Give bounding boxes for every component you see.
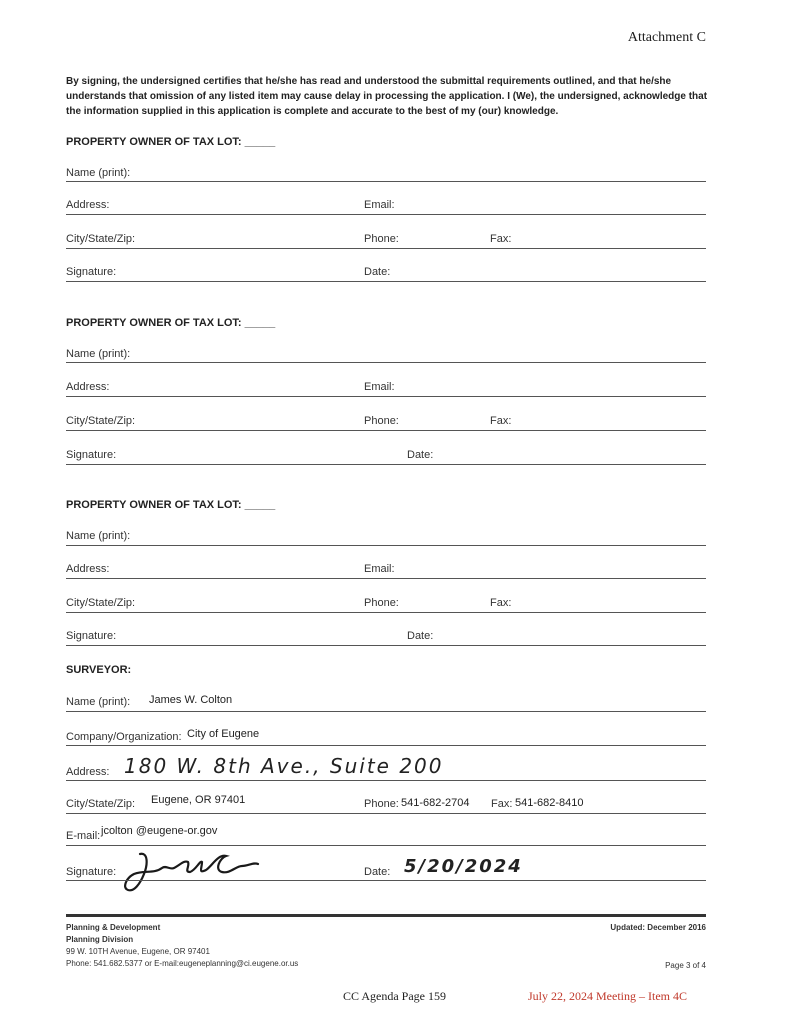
name-label-3: Name (print): — [66, 530, 131, 542]
address-line-1[interactable] — [66, 214, 706, 215]
fax-label-1: Fax: — [490, 233, 512, 245]
surveyor-email-label: E-mail: — [66, 830, 101, 842]
signature-line-1[interactable] — [66, 281, 706, 282]
surveyor-heading: SURVEYOR: — [66, 664, 132, 676]
surveyor-name-label: Name (print): — [66, 696, 131, 708]
footer-dept: Planning & Development — [66, 923, 161, 932]
name-line-2[interactable] — [66, 362, 706, 363]
surveyor-address-handwritten: 180 W. 8th Ave., Suite 200 — [124, 754, 444, 778]
city-label-1: City/State/Zip: — [66, 233, 136, 245]
surveyor-phone-label: Phone: — [364, 798, 399, 810]
surveyor-fax-value: 541-682-8410 — [515, 797, 584, 809]
company-value: City of Eugene — [187, 728, 260, 740]
agenda-page: CC Agenda Page 159 — [343, 989, 446, 1003]
footer-updated: Updated: December 2016 — [610, 923, 706, 932]
address-label-1: Address: — [66, 199, 110, 211]
footer-address: 99 W. 10TH Avenue, Eugene, OR 97401 — [66, 947, 210, 956]
city-line-3[interactable] — [66, 612, 706, 613]
date-label-1: Date: — [364, 266, 391, 278]
surveyor-email-value: jcolton @eugene-or.gov — [101, 825, 218, 837]
signature-line-3[interactable] — [66, 645, 706, 646]
fax-label-3: Fax: — [490, 597, 512, 609]
surveyor-city-label: City/State/Zip: — [66, 798, 136, 810]
surveyor-date-handwritten: 5/20/2024 — [404, 856, 523, 877]
owner-heading-2: PROPERTY OWNER OF TAX LOT: _____ — [66, 317, 276, 329]
date-label-3: Date: — [407, 630, 434, 642]
company-line[interactable] — [66, 745, 706, 746]
fax-label-2: Fax: — [490, 415, 512, 427]
city-label-2: City/State/Zip: — [66, 415, 136, 427]
footer-contact: Phone: 541.682.5377 or E-mail:eugeneplanning@ci.eugene.or.us — [66, 959, 299, 968]
signature-label-1: Signature: — [66, 266, 117, 278]
phone-label-2: Phone: — [364, 415, 399, 427]
surveyor-city-value: Eugene, OR 97401 — [151, 794, 246, 806]
phone-label-3: Phone: — [364, 597, 399, 609]
surveyor-signature-label: Signature: — [66, 866, 117, 878]
signature-line-2[interactable] — [66, 464, 706, 465]
footer-page: Page 3 of 4 — [665, 961, 706, 970]
footer-rule — [66, 914, 706, 917]
company-label: Company/Organization: — [66, 731, 182, 743]
surveyor-address-line[interactable] — [66, 780, 706, 781]
surveyor-address-label: Address: — [66, 766, 110, 778]
surveyor-name-line[interactable] — [66, 711, 706, 712]
city-line-2[interactable] — [66, 430, 706, 431]
signature-label-2: Signature: — [66, 449, 117, 461]
email-label-1: Email: — [364, 199, 395, 211]
footer-division: Planning Division — [66, 935, 134, 944]
owner-heading-3: PROPERTY OWNER OF TAX LOT: _____ — [66, 499, 276, 511]
meeting-item: July 22, 2024 Meeting – Item 4C — [528, 989, 687, 1003]
owner-heading-1: PROPERTY OWNER OF TAX LOT: _____ — [66, 136, 276, 148]
name-line-1[interactable] — [66, 181, 706, 182]
city-label-3: City/State/Zip: — [66, 597, 136, 609]
name-label-1: Name (print): — [66, 167, 131, 179]
address-line-2[interactable] — [66, 396, 706, 397]
surveyor-name-value: James W. Colton — [149, 694, 233, 706]
email-label-2: Email: — [364, 381, 395, 393]
phone-label-1: Phone: — [364, 233, 399, 245]
surveyor-email-line[interactable] — [66, 845, 706, 846]
address-line-3[interactable] — [66, 578, 706, 579]
handwritten-signature — [118, 848, 278, 896]
name-label-2: Name (print): — [66, 348, 131, 360]
surveyor-city-line[interactable] — [66, 813, 706, 814]
surveyor-signature-line[interactable] — [66, 880, 706, 881]
name-line-3[interactable] — [66, 545, 706, 546]
surveyor-fax-label: Fax: — [491, 798, 513, 810]
signature-label-3: Signature: — [66, 630, 117, 642]
surveyor-date-label: Date: — [364, 866, 391, 878]
city-line-1[interactable] — [66, 248, 706, 249]
certification-statement: By signing, the undersigned certifies that he/she has read and understood the submittal requirements outlined, and that he/she understands that omission of any listed item may cause delay in processing the application. I (We), the undersigned, acknowledge that the information supplied in this application is complete and accurate to the best of my (our) knowledge. — [66, 76, 708, 117]
email-label-3: Email: — [364, 563, 395, 575]
surveyor-phone-value: 541-682-2704 — [401, 797, 470, 809]
date-label-2: Date: — [407, 449, 434, 461]
address-label-2: Address: — [66, 381, 110, 393]
attachment-label: Attachment C — [627, 30, 706, 45]
address-label-3: Address: — [66, 563, 110, 575]
